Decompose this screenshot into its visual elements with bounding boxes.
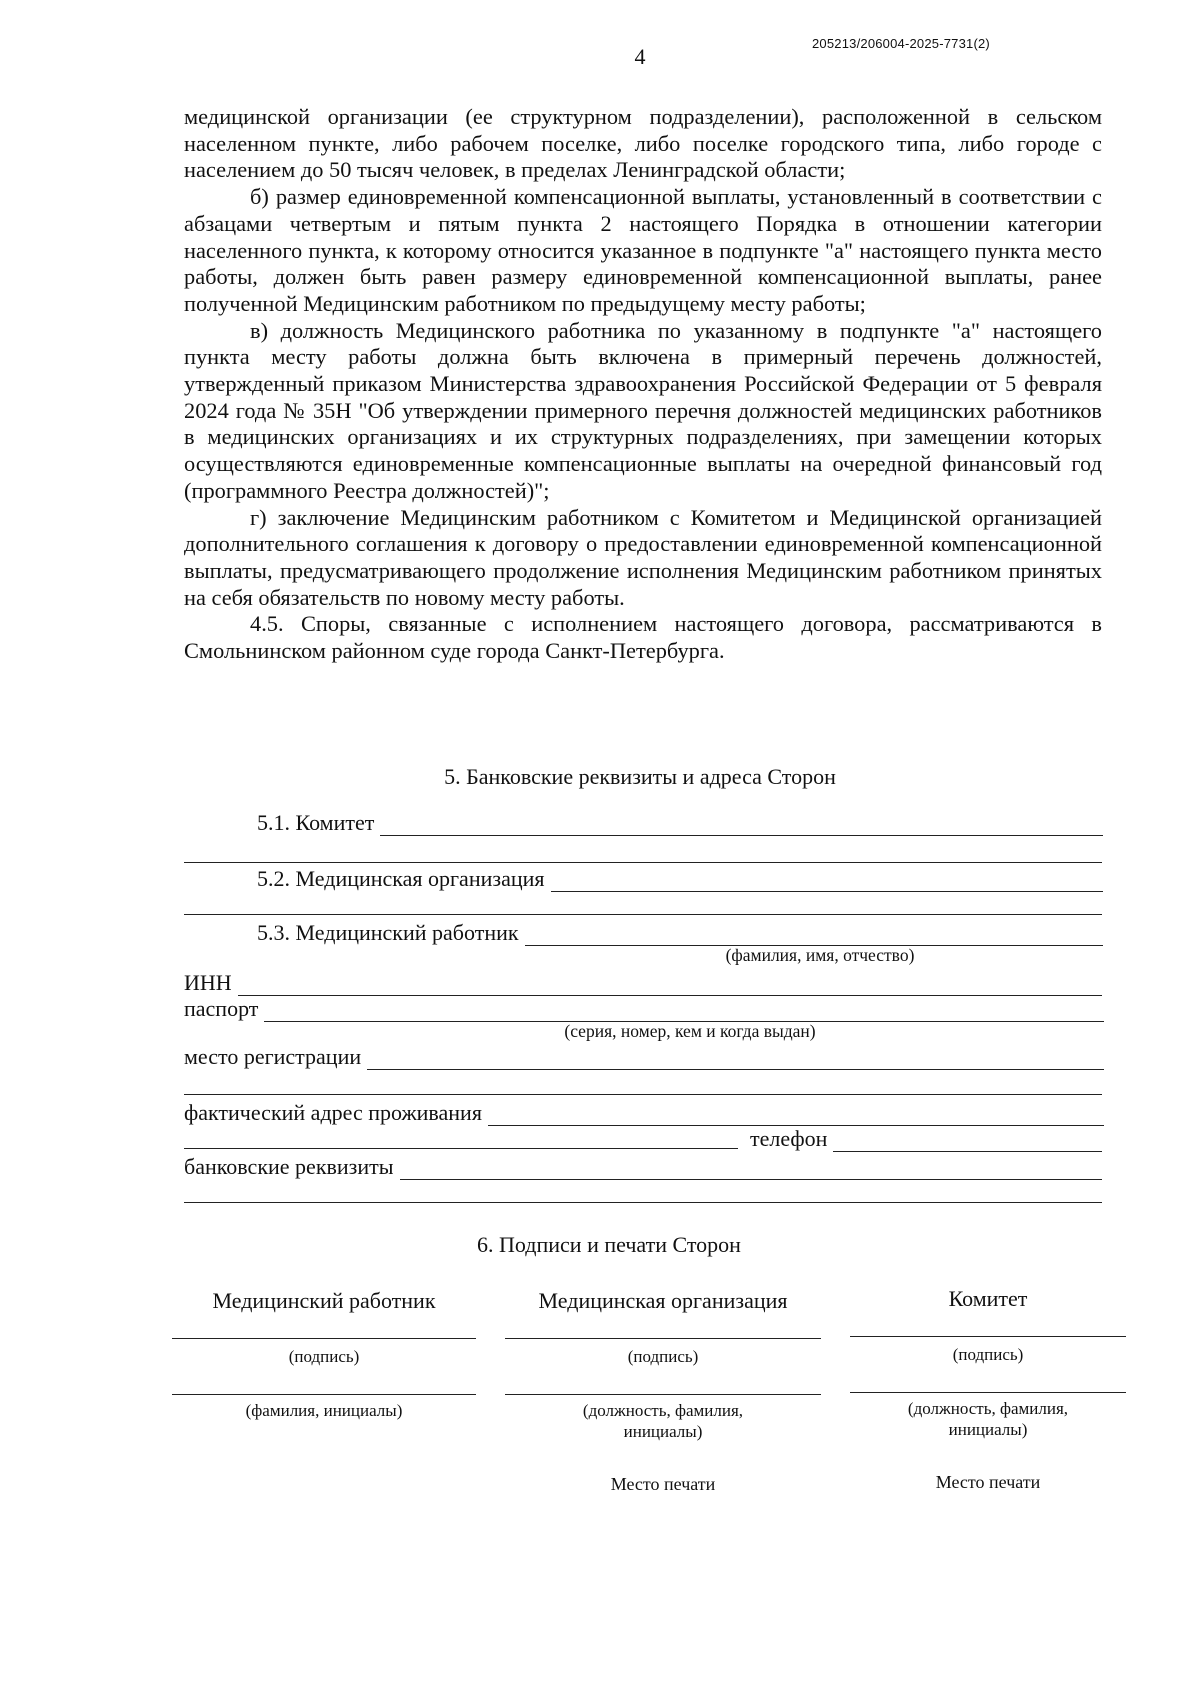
signature-hint-committee: (подпись) xyxy=(952,1345,1024,1364)
bank-details-line-2[interactable] xyxy=(184,1202,1102,1203)
actual-address-input-line[interactable] xyxy=(488,1105,1104,1126)
paragraph-b: б) размер единовременной компенсационной выплаты, установленный в соответствии с абзацами четвертым и пятым пункта 2 настоящего Порядка в отношении категории населенного пункта, к которому относится указанное в подпункте "а" настоящего пункта место работы, должен быть равен размеру единовременной компенсационной выплаты, ранее полученной Медицинским работником по предыдущему месту работы; xyxy=(184,184,1102,316)
paragraph-4-5: 4.5. Споры, связанные с исполнением настоящего договора, рассматриваются в Смольнинском районном суде города Санкт-Петербурга. xyxy=(184,611,1102,664)
section-5-title: 5. Банковские реквизиты и адреса Сторон xyxy=(444,764,836,789)
paragraph-continuation: медицинской организации (ее структурном подразделении), расположенной в сельском населенном пункте, либо рабочем поселке, либо поселке городского типа, либо городе с населением до 50 тысяч человек, в пределах Ленинградской области; xyxy=(184,104,1102,183)
med-org-line-2[interactable] xyxy=(184,914,1102,915)
paragraph-v: в) должность Медицинского работника по указанному в подпункте "а" настоящего пункта месту работы должна быть включена в примерный перечень должностей, утвержденный приказом Министерства здравоохранения Российской Федерации от 5 февраля 2024 года № 35Н "Об утверждении примерного перечня должностей медицинских работников в медицинских организациях и их структурных подразделениях, при замещении которых осуществляются единовременные компенсационные выплаты на очередной финансовый год (программного Реестра должностей)"; xyxy=(184,317,1102,503)
inn-field xyxy=(184,970,1102,996)
signature-line-med-worker[interactable] xyxy=(172,1338,476,1339)
page-number: 4 xyxy=(634,44,646,69)
phone-label: телефон xyxy=(750,1126,828,1151)
med-worker-input-line[interactable] xyxy=(525,925,1103,946)
inn-label: ИНН xyxy=(184,970,232,995)
fio-hint: (фамилия, имя, отчество) xyxy=(725,945,915,965)
name-line-med-org[interactable] xyxy=(505,1394,821,1395)
registration-field xyxy=(184,1044,1104,1070)
phone-input-line[interactable] xyxy=(833,1131,1102,1152)
name-hint-committee: (должность, фамилия, инициалы) xyxy=(907,1399,1069,1439)
passport-field xyxy=(184,996,1104,1022)
committee-field xyxy=(257,810,1103,836)
signature-hint-med-worker: (подпись) xyxy=(288,1347,360,1366)
sig-heading-med-worker: Медицинский работник xyxy=(212,1288,436,1313)
name-hint-med-worker: (фамилия, инициалы) xyxy=(245,1401,403,1420)
sig-heading-med-org: Медицинская организация xyxy=(538,1288,788,1313)
med-worker-label: 5.3. Медицинский работник xyxy=(257,920,519,945)
registration-line-2[interactable] xyxy=(184,1094,1102,1095)
name-line-committee[interactable] xyxy=(850,1392,1126,1393)
body-text xyxy=(184,104,1102,665)
passport-input-line[interactable] xyxy=(264,1001,1104,1022)
passport-hint: (серия, номер, кем и когда выдан) xyxy=(564,1021,816,1041)
sig-heading-committee: Комитет xyxy=(948,1286,1028,1311)
registration-input-line[interactable] xyxy=(367,1049,1104,1070)
paragraph-g: г) заключение Медицинским работником с Комитетом и Медицинской организацией дополнительного соглашения к договору о предоставлении единовременной компенсационной выплаты, предусматривающего продолжение исполнения Медицинским работником принятых на себя обязательств по новому месту работы. xyxy=(184,504,1102,610)
med-worker-field xyxy=(257,920,1103,946)
phone-field xyxy=(750,1126,1102,1152)
bank-details-field xyxy=(184,1154,1102,1180)
bank-details-label: банковские реквизиты xyxy=(184,1154,394,1179)
registration-label: место регистрации xyxy=(184,1044,362,1069)
bank-details-input-line[interactable] xyxy=(400,1159,1102,1180)
stamp-place-committee: Место печати xyxy=(935,1472,1041,1492)
signature-line-committee[interactable] xyxy=(850,1336,1126,1337)
med-org-label: 5.2. Медицинская организация xyxy=(257,866,545,891)
committee-line-2[interactable] xyxy=(184,862,1102,863)
name-line-med-worker[interactable] xyxy=(172,1394,476,1395)
document-code: 205213/206004-2025-7731(2) xyxy=(812,36,990,51)
stamp-place-med-org: Место печати xyxy=(610,1474,716,1494)
signature-line-med-org[interactable] xyxy=(505,1338,821,1339)
med-org-input-line[interactable] xyxy=(551,871,1104,892)
committee-input-line[interactable] xyxy=(380,815,1103,836)
actual-address-line-2[interactable] xyxy=(184,1148,738,1149)
section-6-title: 6. Подписи и печати Сторон xyxy=(477,1232,741,1257)
inn-input-line[interactable] xyxy=(238,975,1102,996)
passport-label: паспорт xyxy=(184,996,259,1021)
actual-address-label: фактический адрес проживания xyxy=(184,1100,482,1125)
actual-address-field xyxy=(184,1100,1104,1126)
name-hint-med-org: (должность, фамилия, инициалы) xyxy=(582,1401,744,1441)
signature-hint-med-org: (подпись) xyxy=(627,1347,699,1366)
committee-label: 5.1. Комитет xyxy=(257,810,375,835)
med-org-field xyxy=(257,866,1103,892)
